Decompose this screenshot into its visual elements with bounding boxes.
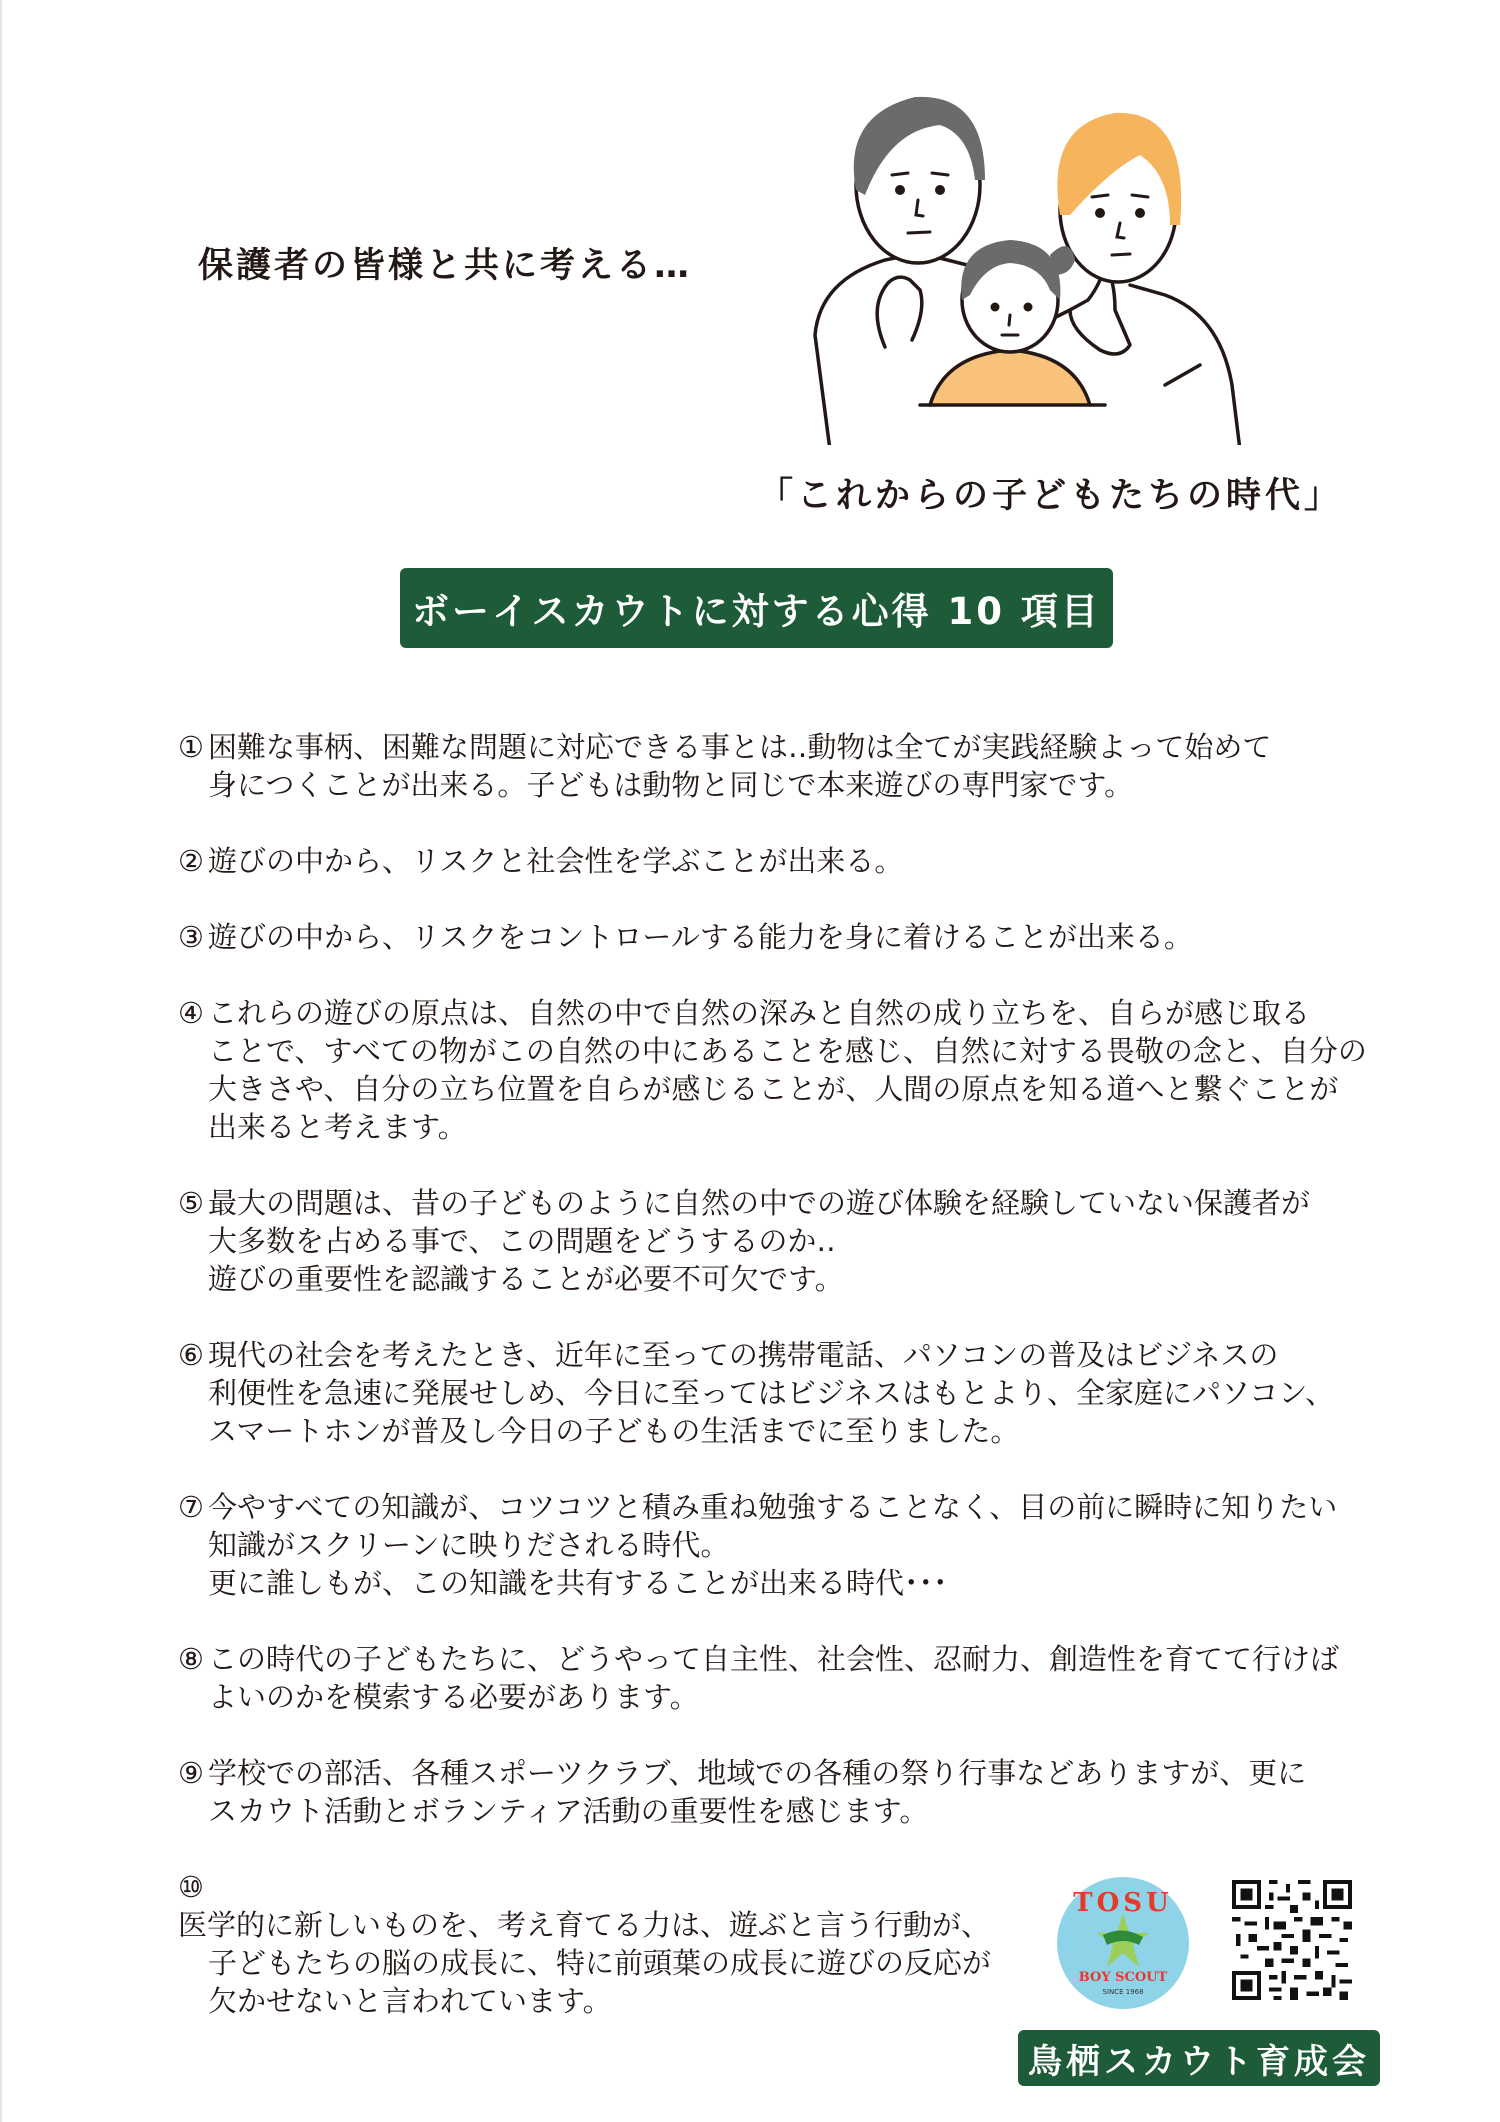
logo-bottom-text: SINCE 1968 <box>1102 1988 1144 1996</box>
logo-middle-text: BOY SCOUT <box>1078 1970 1168 1985</box>
list-item: ④ これらの遊びの原点は、自然の中で自然の深みと自然の成り立ちを、自らが感じ取る ことで、すべての物がこの自然の中にあることを感じ、自然に対する畏敬の念と、自分の 大きさや、自分の立ち位置を自らが感じることが、人間の原点を知る道へと繋ぐことが 出来ると考えます。 <box>178 996 1367 1144</box>
list-item: ② 遊びの中から、リスクと社会性を学ぶことが出来る。 <box>178 844 904 878</box>
subtitle: 「これからの子どもたちの時代」 <box>758 476 1344 516</box>
list-item: ⑨ 学校での部活、各種スポーツクラブ、地域での各種の祭り行事などありますが、更に スカウト活動とボランティア活動の重要性を感じます。 <box>178 1756 1307 1828</box>
logo-top-text: TOSU <box>1073 1888 1173 1918</box>
intro-text: 保護者の皆様と共に考える… <box>198 246 693 286</box>
list-item: ① 困難な事柄、困難な問題に対応できる事とは‥動物は全てが実践経験よって始めて 身につくことが出来る。子どもは動物と同じで本来遊びの専門家です。 <box>178 730 1272 802</box>
list-item: ③ 遊びの中から、リスクをコントロールする能力を身に着けることが出来る。 <box>178 920 1193 954</box>
list-item: ⑤ 最大の問題は、昔の子どものように自然の中での遊び体験を経験していない保護者が 大多数を占める事で、この問題をどうするのか‥ 遊びの重要性を認識することが必要不可欠です。 <box>178 1186 1311 1296</box>
organization-name: 鳥栖スカウト育成会 <box>1028 2041 1370 2082</box>
family-thinking-illustration <box>770 85 1310 445</box>
list-item: ⑧ この時代の子どもたちに、どうやって自主性、社会性、忍耐力、創造性を育てて行けば よいのかを模索する必要があります。 <box>178 1642 1340 1714</box>
qr-code-icon <box>1232 1880 1352 2000</box>
child-shirt <box>930 350 1090 405</box>
organization-name-badge <box>1018 2030 1380 2086</box>
list-item: ⑩医学的に新しいものを、考え育てる力は、遊ぶと言う行動が、 子どもたちの脳の成長に、特に前頭葉の成長に遊びの反応が 欠かせないと言われています。 <box>178 1870 992 2018</box>
title-banner <box>400 568 1113 648</box>
guideline-list <box>178 728 1367 2058</box>
page-edge <box>0 0 2 2122</box>
scout-emblem-icon <box>1055 1875 1191 2011</box>
title-banner-text: ボーイスカウトに対する心得 10 項目 <box>412 590 1101 633</box>
list-item: ⑦ 今やすべての知識が、コツコツと積み重ね勉強することなく、目の前に瞬時に知りたい 知識がスクリーンに映りだされる時代。 更に誰しもが、この知識を共有することが出来る時代･･･ <box>178 1490 1338 1600</box>
list-item: ⑥ 現代の社会を考えたとき、近年に至っての携帯電話、パソコンの普及はビジネスの 利便性を急速に発展せしめ、今日に至ってはビジネスはもとより、全家庭にパソコン、 スマートホンが普及し今日の子どもの生活までに至りました。 <box>178 1338 1335 1448</box>
